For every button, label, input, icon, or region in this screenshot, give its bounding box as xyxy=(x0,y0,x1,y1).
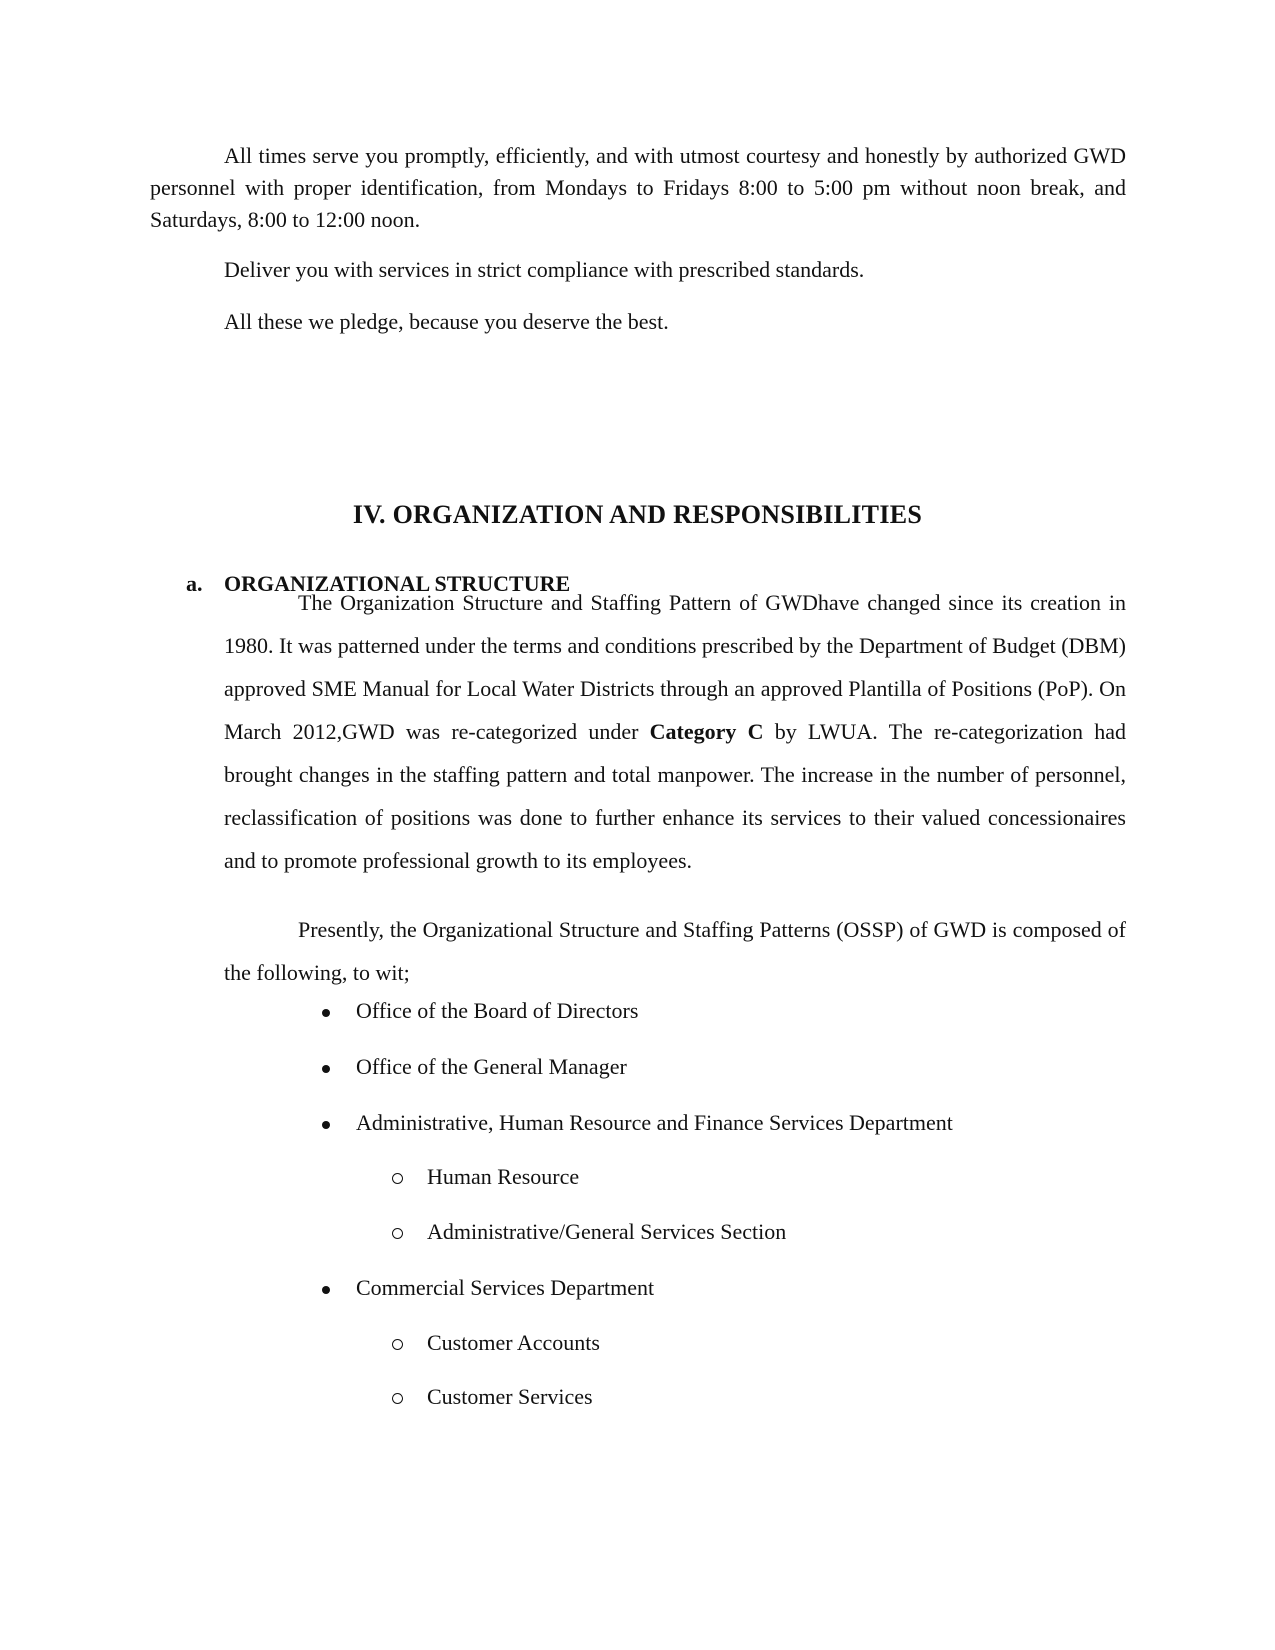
pledge-line-3: without noon break, and Saturdays, 8:00 to 12:00 noon. xyxy=(150,175,1126,232)
circle-bullet-icon xyxy=(387,1384,407,1410)
ossp-paragraph: Presently, the Organizational Structure and Staffing Patterns (OSSP) of GWD is composed of the following, to wit; xyxy=(224,917,1126,985)
bullet-icon xyxy=(316,1054,336,1080)
list-item xyxy=(356,1110,953,1136)
paragraph-text-start: The Organization Structure and Staffing Pattern of GWDhave changed since its creation in 1980. It was patterned under the terms and conditions prescribed by the Department of Budget (DBM) approved SME Manual for Local Water Districts through an approved Plantilla of Positions (PoP). On March 2012,GWD was re-categorized under xyxy=(224,590,1126,744)
list-item xyxy=(356,1054,627,1080)
bullet-icon xyxy=(316,1110,336,1136)
paragraph-text-end: by LWUA. The re-categorization had brought changes in the staffing pattern and total manpower. The increase in the number of personnel, reclassification of positions was done to further enhance its services to their valued concessionaires and to promote professional growth to its employees. xyxy=(224,719,1127,873)
bullet-icon xyxy=(316,1275,336,1301)
pledge-paragraph xyxy=(150,140,1126,236)
subsection-letter: a. xyxy=(186,571,203,596)
sub-list-item xyxy=(427,1384,593,1410)
list-item-label: Customer Accounts xyxy=(427,1330,600,1355)
pledge-line-1: All times serve you promptly, efficiently, and with utmost courtesy and honestly by xyxy=(224,143,968,168)
subsection-title: ORGANIZATIONAL STRUCTURE xyxy=(224,571,571,596)
circle-bullet-icon xyxy=(387,1219,407,1245)
list-item-label: Customer Services xyxy=(427,1384,593,1409)
deliver-paragraph: Deliver you with services in strict compliance with prescribed standards. xyxy=(224,257,865,282)
sub-list-item xyxy=(427,1164,579,1190)
bullet-icon xyxy=(316,998,336,1024)
list-item-label: Human Resource xyxy=(427,1164,580,1189)
list-item-label: Office of the General Manager xyxy=(356,1054,627,1079)
sub-list-item xyxy=(427,1219,786,1245)
list-item xyxy=(356,998,638,1024)
org-structure-paragraph xyxy=(224,581,1126,882)
list-item xyxy=(356,1275,654,1301)
list-item-label: Commercial Services Department xyxy=(356,1275,655,1300)
pledge-line-2: authorized GWD personnel with proper identification, from Mondays to Fridays 8:00 to 5:00 pm xyxy=(150,143,1126,200)
category-bold: Category C xyxy=(649,719,764,744)
section-heading: IV. ORGANIZATION AND RESPONSIBILITIES xyxy=(352,500,923,529)
list-item-label: Administrative/General Services Section xyxy=(427,1219,787,1244)
circle-bullet-icon xyxy=(387,1164,407,1190)
list-item-label: Administrative, Human Resource and Finance Services Department xyxy=(356,1110,953,1135)
circle-bullet-icon xyxy=(387,1330,407,1356)
closing-paragraph: All these we pledge, because you deserve the best. xyxy=(224,309,669,334)
sub-list-item xyxy=(427,1330,600,1356)
list-item-label: Office of the Board of Directors xyxy=(356,998,639,1023)
